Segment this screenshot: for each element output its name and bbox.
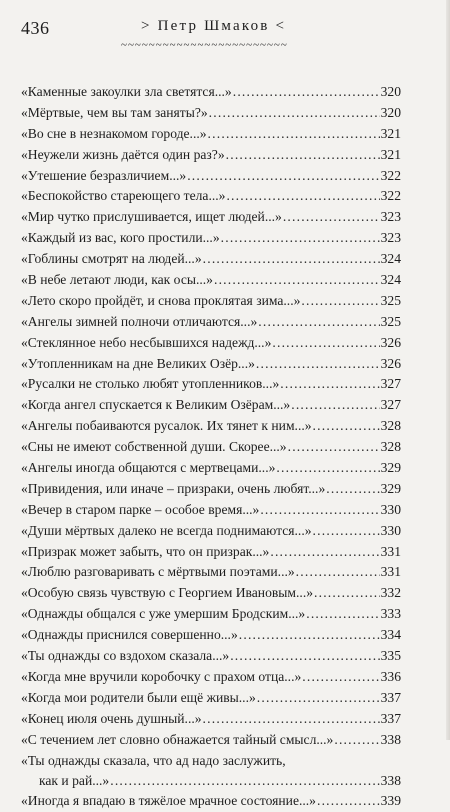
toc-entry-page: 320 (380, 104, 401, 120)
toc-entry-page: 335 (380, 648, 401, 664)
toc-entry (21, 583, 401, 604)
toc-entry-title: «Лето скоро пройдёт, и снова проклятая зима...» (21, 292, 301, 308)
ornament-divider: ~~~~~~~~~~~~~~~~~~~~~~~~ (121, 39, 288, 51)
dot-leader (276, 458, 379, 479)
page-header (21, 0, 401, 51)
toc-entry (21, 604, 401, 625)
dot-leader (203, 709, 380, 730)
toc-entry-title: «Вечер в старом парке – особое время...» (21, 501, 260, 517)
toc-entry (21, 458, 401, 479)
toc-entry-title: «Особую связь чувствую с Георгием Ивановым...» (21, 585, 314, 601)
toc-entry (21, 521, 401, 542)
dot-leader (313, 521, 380, 542)
toc-entry-title: «Когда мои родители были ещё живы...» (21, 689, 256, 705)
toc-entry-title: «Иногда я впадаю в тяжёлое мрачное состояние...» (21, 793, 316, 809)
dot-leader (233, 82, 380, 103)
toc-entry (21, 228, 401, 249)
toc-entry-title: «Во сне в незнакомом городе...» (21, 125, 207, 141)
dot-leader (208, 124, 380, 145)
toc-entry-title: «Утешение безразличием...» (21, 167, 187, 183)
toc-entry-title: «Конец июля очень душный...» (21, 710, 202, 726)
toc-entry-page: 328 (380, 439, 401, 455)
toc-entry-title: «Стеклянное небо несбывшихся надежд...» (21, 334, 272, 350)
dot-leader (257, 688, 380, 709)
toc-entry-title: «Сны не имеют собственной души. Скорее...» (21, 439, 287, 455)
toc-entry-title: «Ты однажды со вздохом сказала...» (21, 648, 230, 664)
toc-entry-page: 325 (380, 292, 401, 308)
toc-entry-title: «Привидения, или иначе – призраки, очень любят...» (21, 480, 326, 496)
toc-entry-title: «Мир чутко прислушивается, ищет людей...» (21, 209, 282, 225)
toc-entry-title: «Ангелы зимней полночи отличаются...» (21, 313, 258, 329)
toc-entry-title: «Каждый из вас, кого простили...» (21, 230, 220, 246)
toc-entry (21, 688, 401, 709)
toc-entry-title: «Гоблины смотрят на людей...» (21, 251, 202, 267)
toc-entry-page: 336 (380, 668, 401, 684)
toc-entry (21, 166, 401, 187)
dot-leader (221, 228, 380, 249)
toc-entry-page: 326 (380, 355, 401, 371)
toc-entry (21, 124, 401, 145)
toc-entry-title: «Призрак может забыть, что он призрак...» (21, 543, 270, 559)
toc-entry-title: «Мёртвые, чем вы там заняты?» (21, 104, 208, 120)
toc-entry (21, 791, 401, 812)
dot-leader (239, 625, 380, 646)
toc-entry-title: «Неужели жизнь даётся один раз?» (21, 146, 225, 162)
dot-leader (110, 771, 379, 792)
toc-entry-page: 331 (380, 564, 401, 580)
toc-entry (21, 542, 401, 563)
toc-entry-title: «Когда мне вручили коробочку с прахом отца...» (21, 668, 302, 684)
toc-entry-page: 325 (380, 313, 401, 329)
toc-entry-page: 324 (380, 272, 401, 288)
toc-entry-title: «Беспокойство стареющего тела...» (21, 188, 226, 204)
toc-entry-page: 332 (380, 585, 401, 601)
running-head: > Петр Шмаков < (141, 18, 287, 34)
toc-entry-page: 331 (380, 543, 401, 559)
toc-entry (21, 667, 401, 688)
toc-entry (21, 270, 401, 291)
toc-entry (21, 354, 401, 375)
toc-entry-page: 333 (380, 606, 401, 622)
toc-entry (21, 374, 401, 395)
dot-leader (187, 166, 379, 187)
toc-entry (21, 479, 401, 500)
dot-leader (203, 249, 380, 270)
toc-entry-title-continued: как и рай...» (39, 772, 110, 788)
dot-leader (291, 395, 379, 416)
toc-entry (21, 312, 401, 333)
toc-entry-page: 334 (380, 627, 401, 643)
toc-entry-title: «Люблю разговаривать с мёртвыми поэтами...» (21, 564, 295, 580)
toc-entry-title: «С течением лет словно обнажается тайный смысл...» (21, 731, 334, 747)
toc-entry-page: 339 (380, 793, 401, 809)
dot-leader (296, 562, 380, 583)
dot-leader (209, 103, 380, 124)
toc-entry-page: 322 (380, 167, 401, 183)
dot-leader (270, 542, 379, 563)
dot-leader (256, 354, 380, 375)
toc-entry-title: «Однажды приснился совершенно...» (21, 627, 238, 643)
toc-entry-page: 323 (380, 209, 401, 225)
dot-leader (260, 500, 379, 521)
toc-entry-page: 327 (380, 397, 401, 413)
table-of-contents (21, 82, 401, 812)
toc-entry (21, 82, 401, 103)
dot-leader (230, 646, 379, 667)
toc-entry (21, 437, 401, 458)
toc-entry-page: 323 (380, 230, 401, 246)
toc-entry-page: 330 (380, 501, 401, 517)
toc-entry (21, 395, 401, 416)
dot-leader (313, 416, 380, 437)
toc-entry-title: «Русалки не столько любят утопленников...» (21, 376, 280, 392)
toc-entry-page: 327 (380, 376, 401, 392)
toc-entry-title: «Когда ангел спускается к Великим Озёрам...» (21, 397, 291, 413)
dot-leader (280, 374, 379, 395)
toc-entry-title: «Ангелы побаиваются русалок. Их тянет к ним...» (21, 418, 312, 434)
dot-leader (334, 730, 379, 751)
dot-leader (258, 312, 379, 333)
toc-entry-page: 328 (380, 418, 401, 434)
toc-entry-page: 321 (380, 146, 401, 162)
toc-entry-page: 337 (380, 710, 401, 726)
dot-leader (326, 479, 379, 500)
toc-entry-title: «Утопленникам на дне Великих Озёр...» (21, 355, 255, 371)
toc-entry-page: 329 (380, 460, 401, 476)
dot-leader (301, 291, 379, 312)
dot-leader (314, 583, 380, 604)
toc-entry (21, 751, 401, 771)
toc-entry-page: 322 (380, 188, 401, 204)
toc-entry-page: 338 (380, 731, 401, 747)
page-edge (446, 0, 450, 740)
toc-entry (21, 416, 401, 437)
dot-leader (226, 145, 380, 166)
toc-entry-title: «Ангелы иногда общаются с мертвецами...» (21, 460, 276, 476)
toc-entry-page: 321 (380, 125, 401, 141)
toc-entry-page: 338 (380, 772, 401, 788)
toc-entry-page: 326 (380, 334, 401, 350)
toc-entry-title: «Каменные закоулки зла светятся...» (21, 84, 232, 99)
toc-entry (21, 625, 401, 646)
toc-entry (21, 207, 401, 228)
dot-leader (302, 667, 379, 688)
toc-entry (21, 249, 401, 270)
toc-entry (21, 186, 401, 207)
toc-entry-continuation (21, 771, 401, 792)
toc-entry-page: 337 (380, 689, 401, 705)
toc-entry (21, 730, 401, 751)
page-number: 436 (21, 18, 50, 38)
toc-entry (21, 562, 401, 583)
toc-entry-page: 324 (380, 251, 401, 267)
toc-entry-page: 329 (380, 480, 401, 496)
toc-entry-page: 320 (380, 84, 401, 99)
toc-entry (21, 500, 401, 521)
dot-leader (283, 207, 380, 228)
toc-entry-title: «В небе летают люди, как осы...» (21, 272, 213, 288)
toc-entry (21, 333, 401, 354)
toc-entry (21, 646, 401, 667)
toc-entry-title: «Ты однажды сказала, что ад надо заслужить, (21, 752, 286, 768)
dot-leader (272, 333, 379, 354)
toc-entry-title: «Однажды общался с уже умершим Бродским...» (21, 606, 306, 622)
dot-leader (288, 437, 380, 458)
toc-entry (21, 103, 401, 124)
dot-leader (317, 791, 380, 812)
dot-leader (226, 186, 379, 207)
toc-entry (21, 291, 401, 312)
dot-leader (306, 604, 379, 625)
toc-entry-page: 330 (380, 522, 401, 538)
toc-entry (21, 709, 401, 730)
toc-entry (21, 145, 401, 166)
toc-entry-title: «Души мёртвых далеко не всегда поднимаются...» (21, 522, 312, 538)
dot-leader (214, 270, 380, 291)
